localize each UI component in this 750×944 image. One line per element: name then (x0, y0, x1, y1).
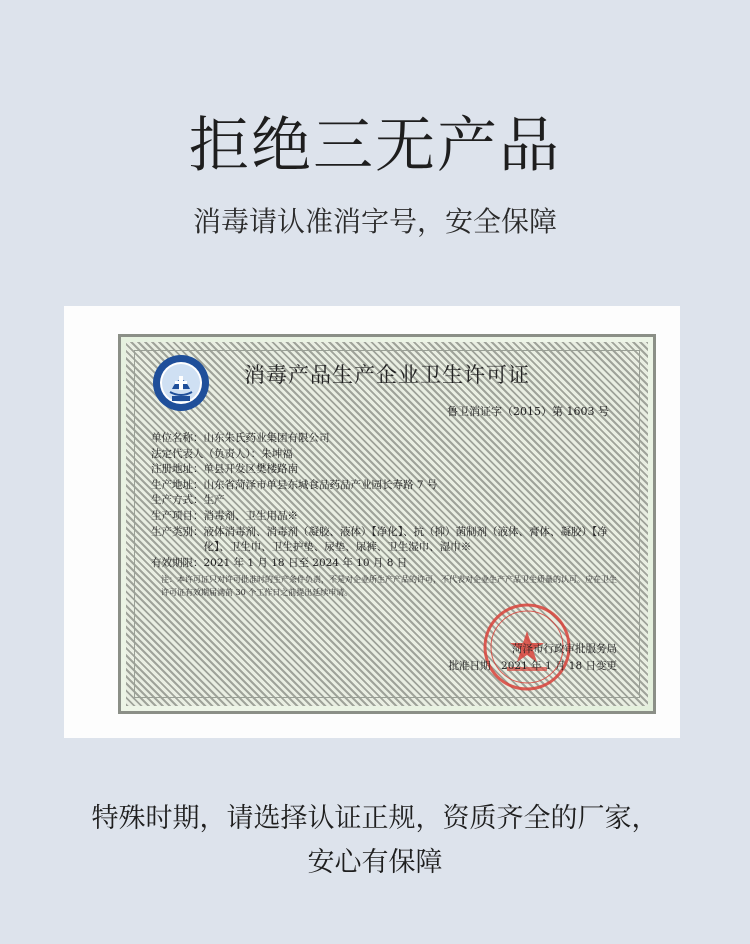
field-value: 生产 (203, 494, 225, 507)
page-subhead: 消毒请认准消字号，安全保障 (192, 205, 557, 238)
certificate (118, 334, 656, 714)
issuer-name: 菏泽市行政审批服务局 (512, 643, 617, 655)
field-production-items (151, 509, 621, 525)
field-label: 法定代表人（负责人）： (151, 447, 262, 460)
field-validity (151, 556, 621, 572)
certificate-body (151, 431, 621, 599)
footer-line-2: 安心有保障 (307, 847, 443, 878)
field-label: 单位名称： (151, 432, 204, 444)
field-value: 液体消毒剂、消毒剂（凝胶、液体）【净化】、抗（抑）菌制剂（液体、膏体、凝胶）【净化】、卫生巾、卫生护垫、尿垫、尿裤、卫生湿巾、湿巾※ (203, 525, 608, 554)
field-value: 山东朱氏药业集团有限公司 (203, 432, 330, 444)
certificate-title: 消毒产品生产企业卫生许可证 (244, 363, 530, 387)
field-label: 生产地址： (151, 478, 204, 491)
field-legal-representative (151, 447, 621, 463)
field-label: 生产项目： (151, 509, 204, 522)
field-registered-address (151, 462, 621, 478)
field-value: 山东省菏泽市单县东城食品药品产业园长寿路 7 号 (203, 478, 438, 491)
footer-line-1: 特殊时期，请选择认证正规，资质齐全的厂家， (91, 803, 659, 834)
certificate-number: 鲁卫消证字（2015）第 1603 号 (447, 405, 609, 418)
field-label: 生产类别： (151, 525, 204, 538)
certificate-issuer-block (449, 641, 617, 675)
field-production-mode (151, 493, 621, 509)
field-label: 有效期限： (151, 556, 204, 569)
page-headline: 拒绝三无产品 (189, 111, 561, 181)
field-company (151, 431, 621, 447)
field-value: 消毒剂、卫生用品※ (203, 509, 298, 522)
field-label: 生产方式： (151, 494, 204, 507)
approval-date: 批准日期 2021 年 1 月 18 日变更 (448, 660, 617, 672)
field-production-categories (151, 525, 621, 556)
field-value: 朱坤福 (261, 447, 293, 460)
field-label: 注册地址： (151, 463, 204, 476)
certificate-note: 注：本许可证只对许可批准时的生产条件负责，不是对企业所生产产品的许可，不代表对企业生产产品卫生质量的认可。应在卫生许可证有效期届满前 30 个工作日之前提出延续申请。 (161, 575, 617, 598)
field-value: 2021 年 1 月 18 日至 2024 年 10 月 8 日 (203, 556, 408, 569)
field-production-address (151, 478, 621, 494)
certificate-scan (64, 306, 680, 738)
field-value: 单县开发区樊楼路南 (203, 463, 298, 476)
footer-message (0, 797, 750, 885)
